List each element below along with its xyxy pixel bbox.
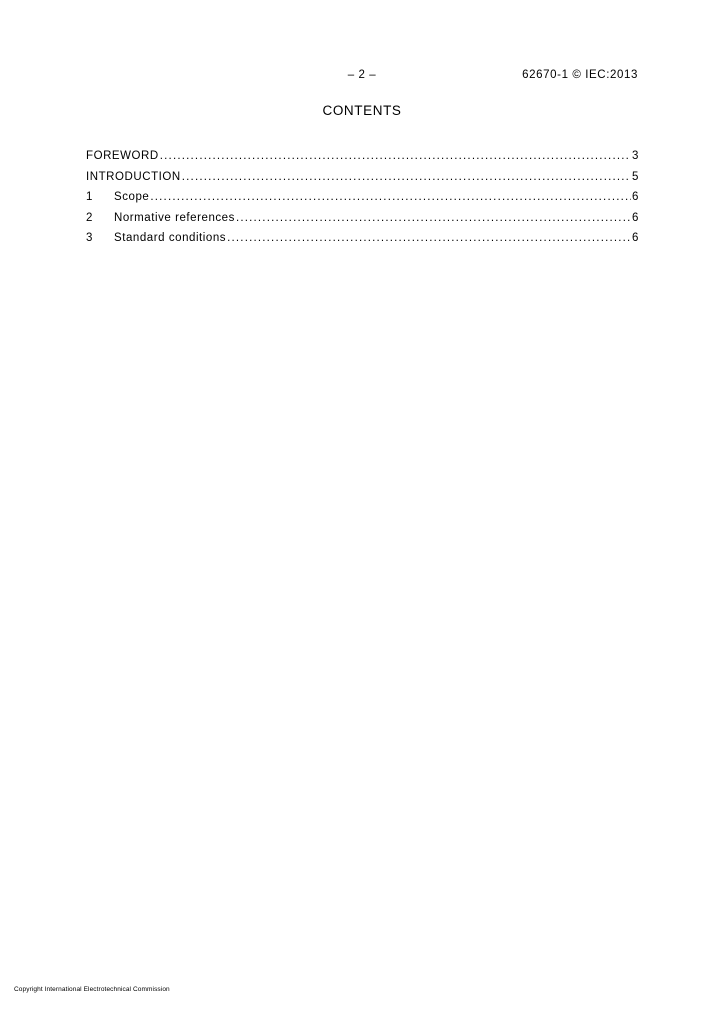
toc-entry-title: Standard conditions xyxy=(114,232,227,244)
toc-entry-scope[interactable] xyxy=(86,191,639,212)
toc-entry-title: Scope xyxy=(114,191,150,203)
toc-entry-number: 3 xyxy=(86,232,93,244)
document-id: 62670-1 © IEC:2013 xyxy=(522,69,638,81)
toc-dot-leader xyxy=(236,212,631,224)
toc-entry-number: 1 xyxy=(86,191,93,203)
toc-dot-leader xyxy=(182,171,631,183)
toc-entry-page: 6 xyxy=(632,191,639,203)
toc-entry-title: Normative references xyxy=(114,211,235,224)
toc-entry-title: FOREWORD xyxy=(86,150,159,162)
toc-entry-title: INTRODUCTION xyxy=(86,170,181,183)
toc-entry-page: 6 xyxy=(632,232,639,244)
contents-title: CONTENTS xyxy=(322,103,402,118)
toc-entry-introduction[interactable] xyxy=(86,171,639,192)
copyright-notice: Copyright International Electrotechnical Commission xyxy=(14,986,170,993)
toc-entry-page: 6 xyxy=(632,211,639,224)
toc-entry-page: 5 xyxy=(632,170,639,183)
toc-entry-normative-references[interactable] xyxy=(86,212,639,233)
toc-entry-number: 2 xyxy=(86,211,93,224)
toc-dot-leader xyxy=(160,150,631,162)
toc-dot-leader xyxy=(227,232,631,244)
toc-dot-leader xyxy=(150,191,631,203)
toc-entry-standard-conditions[interactable] xyxy=(86,232,639,253)
toc-entry-foreword[interactable] xyxy=(86,150,639,171)
page-number: – 2 – xyxy=(347,69,377,81)
toc-entry-page: 3 xyxy=(632,150,639,162)
table-of-contents xyxy=(86,150,639,253)
